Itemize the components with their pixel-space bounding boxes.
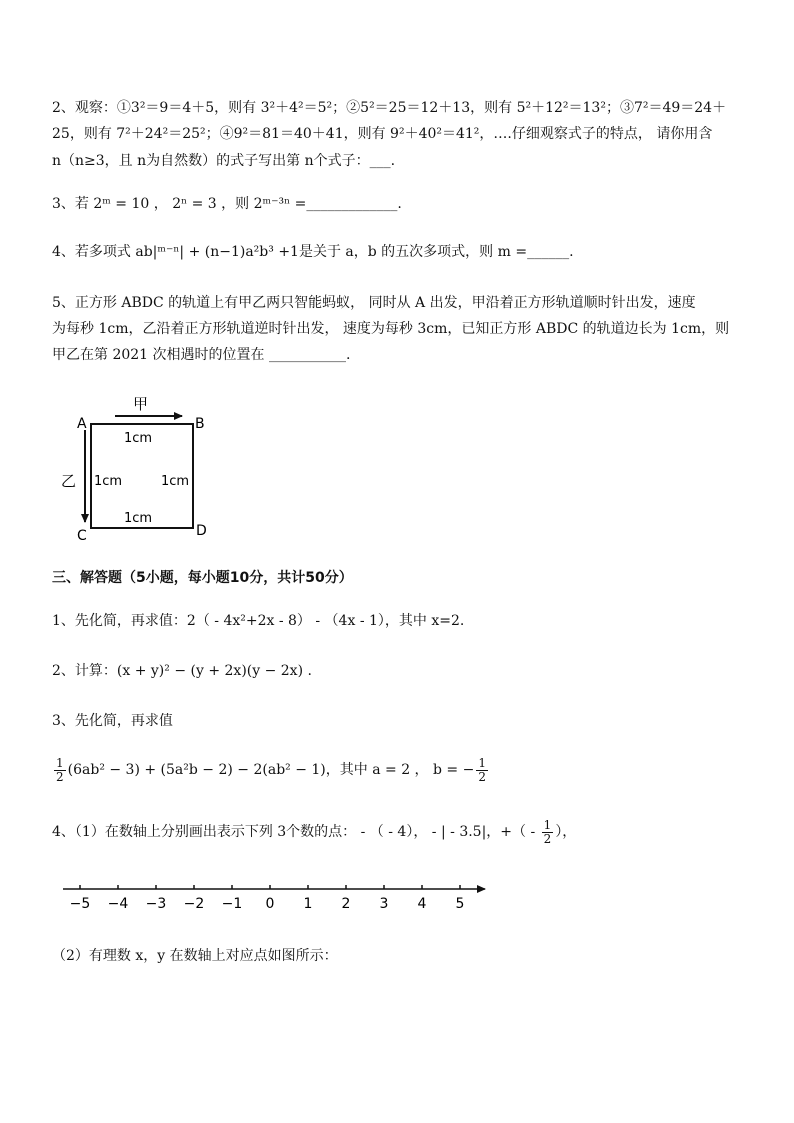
p4-half-fraction: $\frac{1}{2}$ [543,817,552,846]
p3-b-fraction: $\frac{1}{2}$ [478,755,486,784]
corner-a-label: A [77,416,87,432]
number-line-tick-label: −1 [221,896,243,912]
number-line-tick-label: −3 [145,896,167,912]
number-line-tick-label: 0 [265,896,275,912]
p2-text: 2、计算：(x + y)² − (y + 2x)(y − 2x) . [52,663,312,679]
yi-label: 乙 [61,472,77,490]
section3-title: 三、解答题（5小题，每小题10分，共计50分） [52,570,353,586]
number-line-tick-label: 4 [417,896,427,912]
corner-d-label: D [196,523,207,539]
side-top-label: 1cm [124,431,153,446]
number-line-tick-label: −4 [107,896,129,912]
side-right-label: 1cm [161,474,190,489]
p3-expression [52,754,742,786]
q5-line3: 甲乙在第 2021 次相遇时的位置在 ___________. [52,347,351,363]
number-line-tick-label: −2 [183,896,205,912]
p3-half-fraction: $\frac{1}{2}$ [56,755,64,784]
corner-c-label: C [77,528,87,544]
q5-line1: 5、正方形 ABDC 的轨道上有甲乙两只智能蚂蚁， 同时从 A 出发，甲沿着正方形轨道顺时针出发，速度 [52,295,696,311]
number-line-tick-label: 5 [455,896,465,912]
q4-text: 4、若多项式 ab|ᵐ⁻ⁿ| + (n−1)a²b³ +1是关于 a，b 的五次多项式，则 m =______. [52,244,574,260]
p3-title: 3、先化简，再求值 [52,713,173,729]
corner-b-label: B [195,416,205,432]
number-line-tick-label: 1 [303,896,313,912]
square-figure [55,390,225,550]
number-line-tick-label: 2 [341,896,351,912]
p4-part2: （2）有理数 x，y 在数轴上对应点如图所示： [52,948,338,964]
q3-text: 3、若 2ᵐ = 10 ， 2ⁿ = 3 ，则 2ᵐ⁻³ⁿ =_____________. [52,196,402,212]
side-bottom-label: 1cm [124,511,153,526]
number-line-tick-label: 3 [379,896,389,912]
jia-label: 甲 [133,395,149,413]
p3-expr: (6ab² − 3) + (5a²b − 2) − 2(ab² − 1)，其中 a = 2 ， b = − [67,762,475,778]
p4-line1-pre: 4、（1）在数轴上分别画出表示下列 3个数的点： - （ - 4）， - | - 3.5|，+（ - [52,824,540,840]
number-line [55,870,495,915]
number-line-tick-label: −5 [69,896,91,912]
p4-line1 [52,816,742,848]
p1-text: 1、先化简，再求值：2（ - 4x²+2x - 8） - （4x - 1），其中 x=2. [52,613,465,629]
q2-line3: n（n≥3，且 n为自然数）的式子写出第 n个式子：___. [52,153,396,169]
p4-line1-post: ）， [555,824,577,840]
side-left-label: 1cm [94,474,123,489]
q2-line1: 2、观察：①3²＝9＝4＋5，则有 3²＋4²＝5²；②5²＝25＝12＋13，则有 5²＋12²＝13²；③7²＝49＝24＋ [52,100,727,116]
q5-line2: 为每秒 1cm，乙沿着正方形轨道逆时针出发， 速度为每秒 3cm，已知正方形 ABDC 的轨道边长为 1cm，则 [52,321,730,337]
q2-line2: 25，则有 7²＋24²＝25²；④9²＝81＝40＋41，则有 9²＋40²＝41²，….仔细观察式子的特点， 请你用含 [52,126,713,142]
